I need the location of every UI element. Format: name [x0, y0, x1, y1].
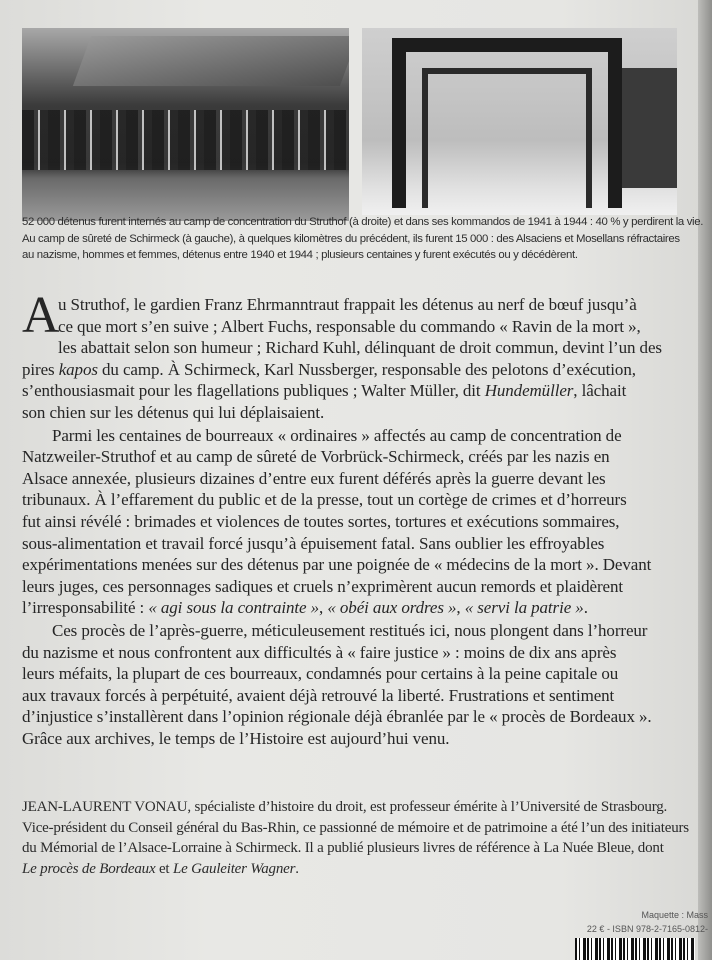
text-segment: du nazisme et nous confrontent aux difficultés à « faire justice » : moins de dix ans après — [22, 642, 617, 662]
text-segment: ce que mort s’en suive ; Albert Fuchs, responsable du commando « Ravin de la mort », — [58, 316, 641, 336]
caption-line: 52 000 détenus furent internés au camp de concentration du Struthof (à droite) et dans ses kommandos de 1941 à 1944 : 40 % y perdirent la vie. — [22, 216, 704, 228]
italic-text: « obéi aux ordres » — [327, 598, 457, 618]
text-line — [22, 642, 712, 664]
price-isbn: 22 € - ISBN 978-2-7165-0812- — [586, 924, 708, 934]
text-line — [22, 446, 712, 468]
text-segment: u Struthof, le gardien Franz Ehrmanntraut frappait les détenus au nerf de bœuf jusqu’à — [58, 295, 637, 314]
text-line — [22, 425, 712, 447]
text-line — [22, 728, 712, 750]
caption-line: au nazisme, hommes et femmes, détenus entre 1940 et 1944 ; plusieurs centaines y furent exécutés ou y décédèrent. — [22, 249, 578, 261]
text-line — [22, 380, 712, 402]
text-line — [22, 859, 712, 880]
italic-text: Le Gauleiter Wagner — [172, 860, 296, 877]
text-segment: son chien sur les détenus qui lui déplaisaient. — [22, 402, 325, 422]
credits — [587, 908, 708, 936]
text-segment: Parmi les centaines de bourreaux « ordinaires » affectés au camp de concentration de — [52, 425, 622, 445]
paragraph — [22, 287, 712, 424]
photo-schirmeck-camp — [22, 28, 349, 221]
text-line — [22, 533, 712, 555]
text-segment: Alsace annexée, plusieurs dizaines d’entre eux furent déférés après la guerre devant les — [22, 468, 606, 488]
text-line — [22, 818, 712, 839]
italic-text: Hundemüller — [484, 381, 574, 401]
text-segment: leurs juges, ces personnages sadiques et cruels n’exprimèrent aucun remords et plaidèrent — [22, 576, 623, 596]
text-segment: sous-alimentation et travail forcé jusqu’à épuisement fatal. Sans oublier les effroyables — [22, 533, 605, 553]
text-line — [22, 294, 712, 316]
text-segment: . — [583, 598, 588, 618]
text-segment: et — [155, 860, 173, 877]
text-segment: Natzweiler-Struthof et au camp de sûreté de Vorbrück-Schirmeck, créés par les nazis en — [22, 447, 610, 467]
text-line — [22, 489, 712, 511]
italic-text: « servi la patrie » — [464, 598, 584, 618]
text-line — [22, 576, 712, 598]
text-segment: aux travaux forcés à perpétuité, avaient déjà retrouvé la liberté. Frustrations et sentiment — [22, 685, 615, 705]
text-line — [22, 468, 712, 490]
text-segment: l’irresponsabilité : — [22, 598, 149, 618]
author-bio — [22, 797, 712, 879]
text-line — [22, 316, 712, 338]
photo-struthof-gate — [362, 28, 677, 215]
text-segment: , — [319, 598, 328, 618]
paragraph — [22, 425, 712, 619]
text-line — [22, 359, 712, 381]
text-line — [22, 685, 712, 707]
italic-text: « agi sous la contrainte » — [148, 598, 320, 618]
text-segment: expérimentations menées sur des détenus par une poignée de « médecins de la mort ». Devant — [22, 555, 652, 575]
text-segment: pires — [22, 359, 59, 379]
maquette-credit: Maquette : Mass — [641, 910, 708, 920]
text-segment: du Mémorial de l’Alsace-Lorraine à Schirmeck. Il a publié plusieurs livres de référence à La Nuée Bleue, dont — [22, 840, 664, 856]
barcode — [575, 938, 695, 960]
text-line — [22, 554, 712, 576]
text-line — [22, 706, 712, 728]
caption-line: Au camp de sûreté de Schirmeck (à gauche), à quelques kilomètres du précédent, ils furent 15 000 : des Alsaciens et Mosellans réfractaires — [22, 232, 680, 245]
paragraph — [22, 620, 712, 750]
text-line — [22, 402, 712, 424]
text-segment: Grâce aux archives, le temps de l’Histoire est aujourd’hui venu. — [22, 728, 450, 748]
text-segment: les abattait selon son humeur ; Richard Kuhl, délinquant de droit commun, devint l’un des — [58, 338, 662, 358]
text-segment: du camp. À Schirmeck, Karl Nussberger, responsable des pelotons d’exécution, — [97, 359, 636, 379]
drop-cap: A — [22, 287, 60, 344]
text-segment: d’injustice s’installèrent dans l’opinion régionale déjà ébranlée par le « procès de Bordeaux ». — [22, 707, 652, 727]
text-segment: s’enthousiasmait pour les flagellations publiques ; Walter Müller, dit — [22, 381, 485, 401]
text-line — [22, 838, 712, 859]
text-segment: Ces procès de l’après-guerre, méticuleusement restitués ici, nous plongent dans l’horreur — [52, 620, 648, 640]
italic-text: kapos — [58, 359, 98, 379]
text-segment: Vice-président du Conseil général du Bas-Rhin, ce passionné de mémoire et de patrimoine a été l’un des initiateurs — [22, 819, 689, 836]
text-line — [22, 511, 712, 533]
text-segment: tribunaux. À l’effarement du public et de la presse, tout un cortège de crimes et d’horreurs — [22, 490, 627, 510]
text-line — [22, 797, 712, 818]
text-segment: leurs méfaits, la plupart de ces bourreaux, condamnés pour certains à la peine capitale ou — [22, 664, 619, 684]
text-line — [22, 663, 712, 685]
text-segment: JEAN-LAURENT VONAU, spécialiste d’histoire du droit, est professeur émérite à l’Université de Strasbourg. — [22, 799, 668, 815]
text-segment: , lâchait — [573, 381, 627, 401]
text-line — [22, 620, 712, 642]
text-segment: . — [295, 860, 299, 877]
italic-text: Le procès de Bordeaux — [22, 860, 156, 877]
text-line — [22, 597, 712, 619]
text-segment: , — [456, 598, 465, 618]
text-segment: fut ainsi révélé : brimades et violences de toutes sortes, tortures et exécutions sommaires, — [22, 511, 620, 531]
text-line — [22, 337, 712, 359]
blurb-text — [22, 287, 712, 750]
photo-caption — [22, 214, 712, 264]
